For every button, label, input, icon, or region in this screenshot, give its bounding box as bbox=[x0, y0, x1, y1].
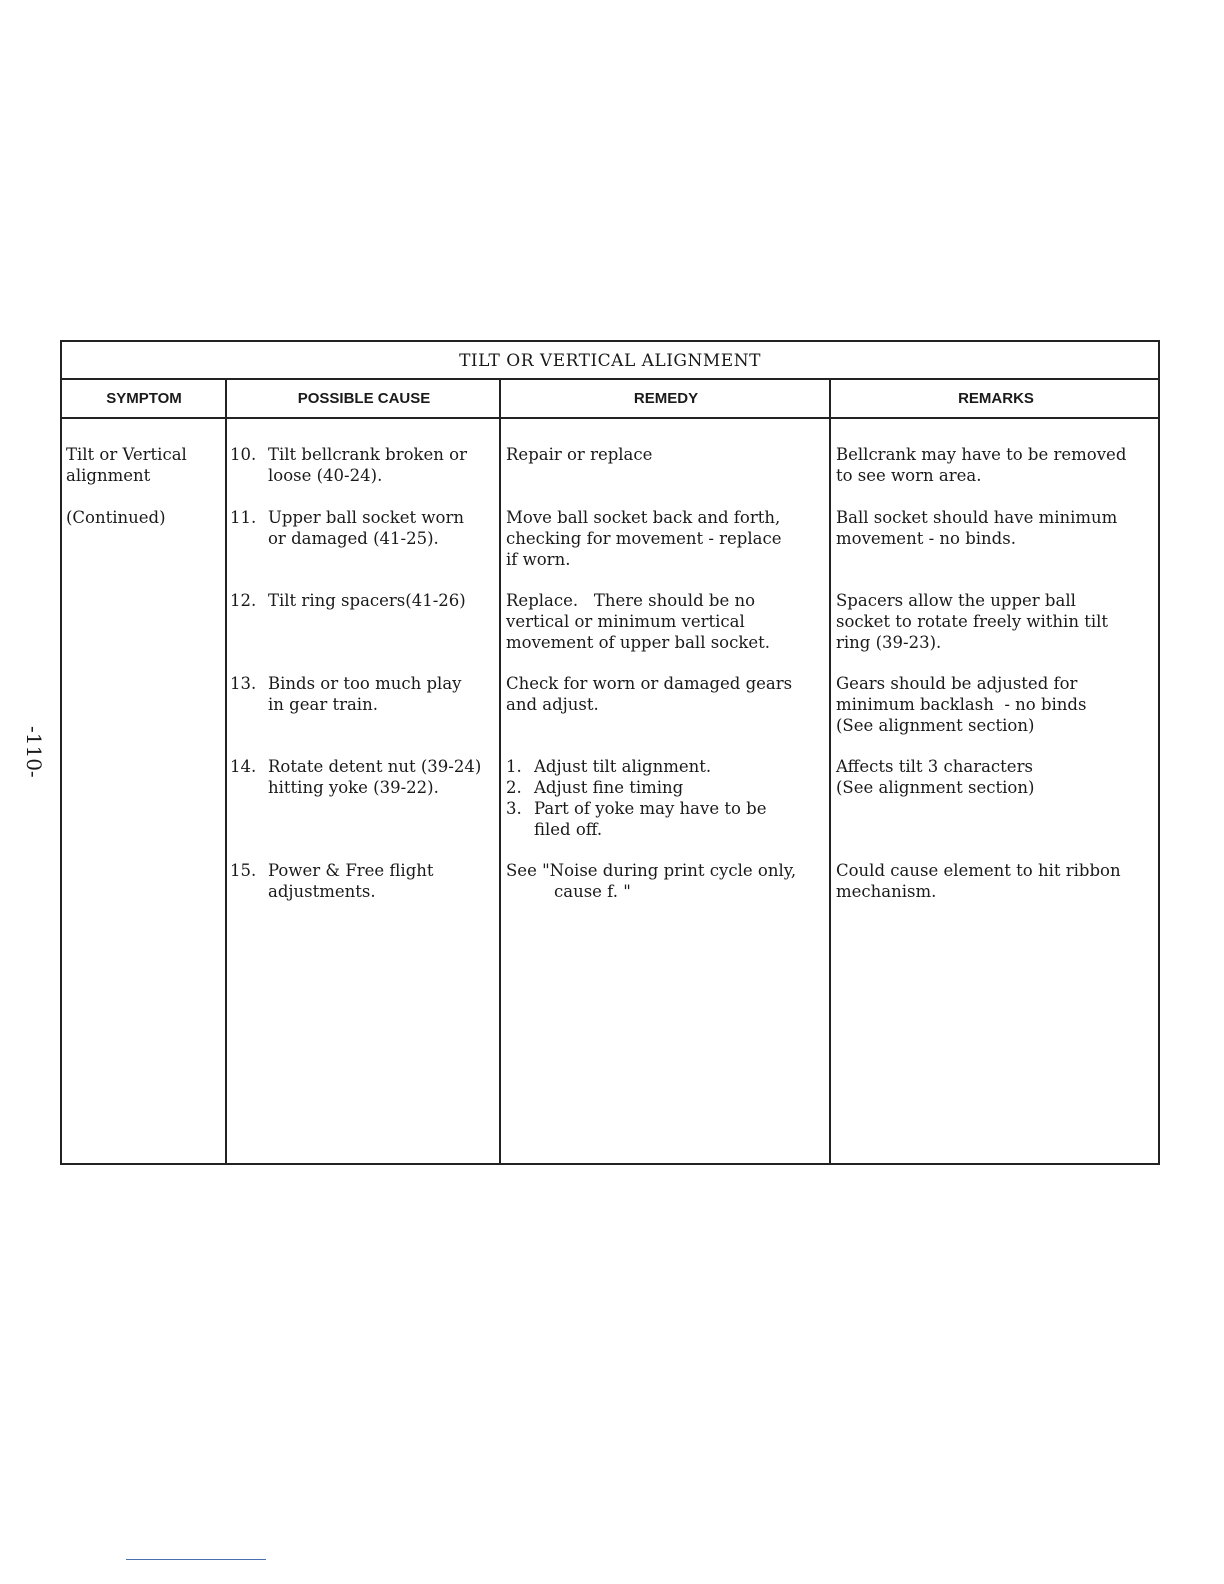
remarks-item: Spacers allow the upper ball socket to rotate freely within tilt ring (39-23). bbox=[836, 591, 1109, 652]
header-remedy: REMEDY bbox=[633, 390, 699, 407]
column-divider bbox=[499, 380, 501, 1163]
table-title: TILT OR VERTICAL ALIGNMENT bbox=[62, 342, 1158, 380]
remedy-steps bbox=[506, 756, 831, 840]
remedy-item: Check for worn or damaged gears and adjust. bbox=[506, 674, 793, 714]
footer-rule bbox=[126, 1559, 266, 1560]
remarks-item: Could cause element to hit ribbon mechanism. bbox=[836, 861, 1121, 901]
header-remarks: REMARKS bbox=[958, 390, 1034, 407]
remarks-item: Ball socket should have minimum movement - no binds. bbox=[836, 508, 1118, 548]
remedy-step: 1. Adjust tilt alignment. bbox=[506, 757, 712, 776]
remarks-item: Gears should be adjusted for minimum backlash - no binds (See alignment section) bbox=[836, 674, 1087, 735]
remarks-item: Affects tilt 3 characters (See alignment section) bbox=[836, 757, 1035, 797]
page-number: -110- bbox=[22, 726, 46, 778]
remedy-item: Replace. There should be no vertical or minimum vertical movement of upper ball socket. bbox=[506, 591, 770, 652]
header-possible-cause: POSSIBLE CAUSE bbox=[297, 390, 431, 407]
remarks-item: Bellcrank may have to be removed to see worn area. bbox=[836, 445, 1127, 485]
symptom-text: Tilt or Vertical alignment bbox=[66, 445, 187, 485]
header-symptom: SYMPTOM bbox=[106, 390, 182, 407]
remedy-step: 3. Part of yoke may have to be filed off. bbox=[506, 799, 767, 839]
troubleshooting-table: TILT OR VERTICAL ALIGNMENT SYMPTOM POSSIBLE CAUSE REMEDY REMARKS Tilt or Vertical alignment (Continued) 10. Tilt bellcrank broken or loose (40-24). 11. Upper ball socket worn or damaged (41-25). 12. Tilt ring spacers(41-26) 13. Binds or too much play in gear train. 14. Rotate detent nut (39-24) hitting yoke (39-22). 15. Power & Free flight adjustments. Repair or replace Move ball socket back and forth, checking for movement - replace if worn. Replace. There should be no vertical or minimum vertical movement of upper ball socket. Check for worn or damaged gears and adjust. 1. Adjust tilt alignment. 2. Adjust fine timing 3. Part of yoke may have to be filed off. See "Noise during print cycle only, cause f. " Bellcrank may have to be removed to see worn area. Ball socket should have minimum movement - no binds. Spacers allow the upper ball socket to rotate freely within tilt ring (39-23). Gears should be adjusted for minimum backlash - no binds (See alignment section) Affects tilt 3 characters (See alignment section) Could cause element to hit ribbon mechanism. bbox=[60, 340, 1160, 1165]
remedy-step: 2. Adjust fine timing bbox=[506, 778, 684, 797]
symptom-continued: (Continued) bbox=[66, 508, 166, 527]
remedy-item: Move ball socket back and forth, checking for movement - replace if worn. bbox=[506, 508, 782, 569]
remedy-item: See "Noise during print cycle only, cause f. " bbox=[506, 861, 797, 901]
remedy-item: Repair or replace bbox=[506, 445, 653, 464]
column-divider bbox=[225, 380, 227, 1163]
